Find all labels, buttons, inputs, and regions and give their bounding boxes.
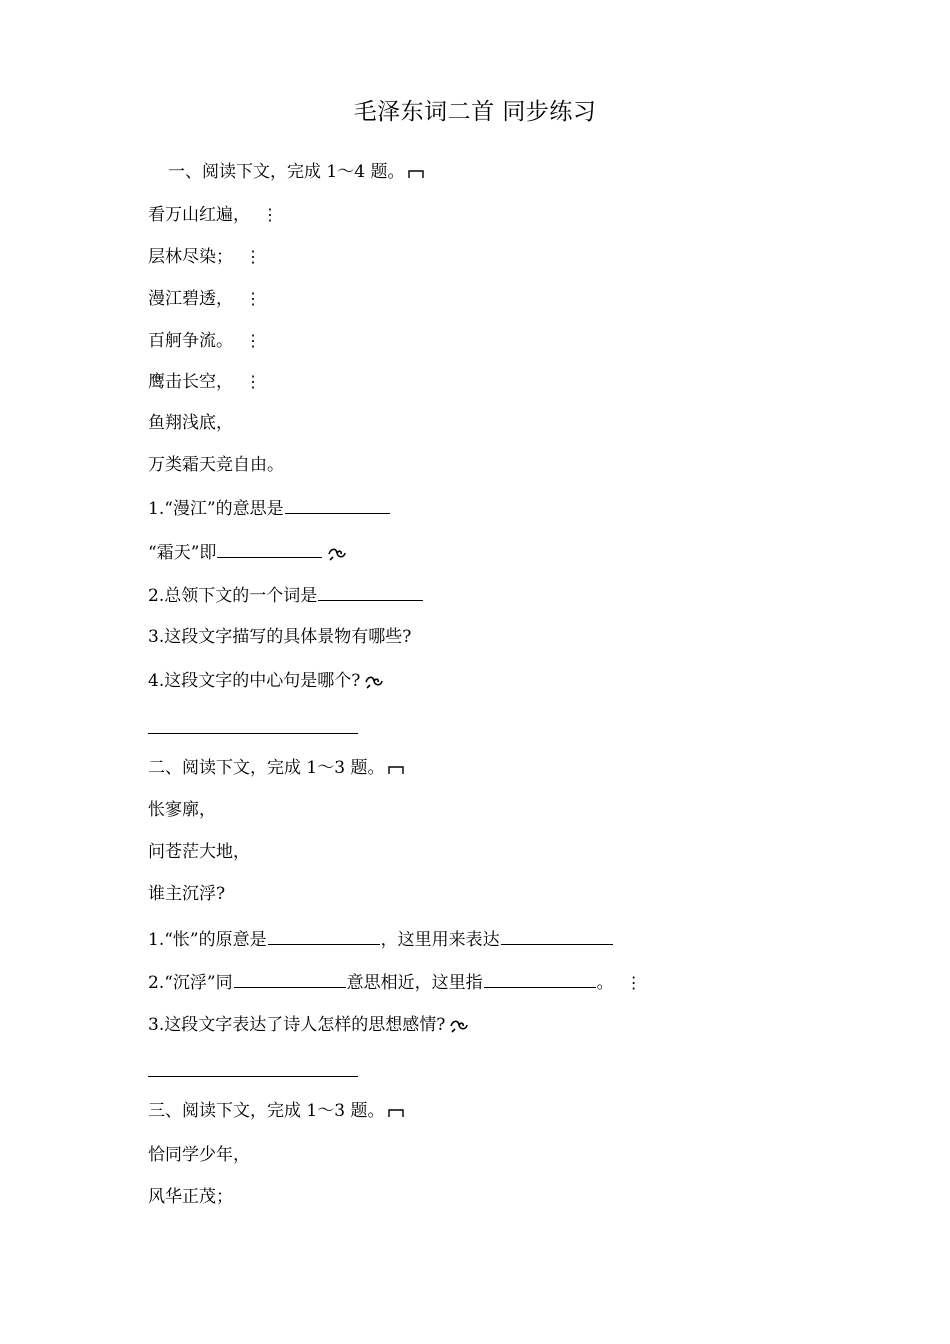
ellipsis-mark-icon: ⋮ <box>245 372 261 391</box>
poem-line: 万类霜天竞自由。 <box>148 455 284 475</box>
section3-heading-text: 三、阅读下文，完成 1～3 题。 <box>148 1101 385 1121</box>
poem-line: 怅寥廓， <box>148 800 216 820</box>
poem-line: 问苍茫大地， <box>148 842 250 862</box>
answer-blank[interactable] <box>234 969 346 988</box>
answer-blank[interactable] <box>484 969 596 988</box>
ellipsis-mark-icon: ⋮ <box>245 331 261 350</box>
answer-blank[interactable] <box>268 926 380 945</box>
question-3: 3.这段文字描写的具体景物有哪些? <box>148 627 412 647</box>
poem-line <box>148 329 261 353</box>
ellipsis-mark-icon: ⋮ <box>245 247 261 266</box>
poem-line <box>148 287 261 311</box>
poem-line-text: 看万山红遍， <box>148 205 250 225</box>
answer-line[interactable] <box>148 1076 358 1077</box>
question-4 <box>148 669 384 693</box>
poem-line: 风华正茂； <box>148 1187 233 1207</box>
poem-line <box>148 370 261 394</box>
question-1a <box>148 495 391 521</box>
question-2 <box>148 582 424 608</box>
question-text: “霜天”即 <box>148 543 217 563</box>
question-text: 1.“怅”的原意是 <box>148 930 267 950</box>
swirl-mark-icon <box>449 1019 469 1033</box>
question-text: 2.总领下文的一个词是 <box>148 586 318 606</box>
question-text: ，这里用来表达 <box>380 930 500 950</box>
poem-line-text: 鹰击长空， <box>148 372 233 392</box>
section1-heading <box>168 160 424 184</box>
question-text: 2.“沉浮”同 <box>148 973 233 993</box>
question-text: 4.这段文字的中心句是哪个? <box>148 671 361 691</box>
poem-line: 谁主沉浮? <box>148 884 226 904</box>
question-3 <box>148 1013 469 1037</box>
question-text: 1.“漫江”的意思是 <box>148 499 284 519</box>
section2-heading <box>148 756 404 780</box>
question-text: 。 <box>596 973 614 993</box>
poem-line: 恰同学少年， <box>148 1145 250 1165</box>
section1-heading-text: 一、阅读下文，完成 1～4 题。 <box>168 162 405 182</box>
paragraph-mark-icon <box>388 1106 404 1118</box>
poem-line-text: 百舸争流。 <box>148 331 233 351</box>
paragraph-mark-icon <box>388 763 404 775</box>
section3-heading <box>148 1099 404 1123</box>
poem-line-text: 层林尽染； <box>148 247 233 267</box>
answer-line[interactable] <box>148 733 358 734</box>
poem-line <box>148 203 278 227</box>
question-text: 意思相近，这里指 <box>346 973 483 993</box>
section2-heading-text: 二、阅读下文，完成 1～3 题。 <box>148 758 385 778</box>
question-2 <box>148 969 642 995</box>
question-text: 3.这段文字表达了诗人怎样的思想感情? <box>148 1015 446 1035</box>
ellipsis-mark-icon: ⋮ <box>245 289 261 308</box>
answer-blank[interactable] <box>217 539 322 558</box>
page-title: 毛泽东词二首 同步练习 <box>353 99 597 125</box>
poem-line: 鱼翔浅底， <box>148 413 233 433</box>
answer-blank[interactable] <box>285 495 390 514</box>
swirl-mark-icon <box>364 675 384 689</box>
swirl-mark-icon <box>327 547 347 561</box>
poem-line-text: 漫江碧透， <box>148 289 233 309</box>
question-1 <box>148 926 614 952</box>
poem-line <box>148 245 261 269</box>
paragraph-mark-icon <box>408 167 424 179</box>
ellipsis-mark-icon: ⋮ <box>625 973 642 992</box>
ellipsis-mark-icon: ⋮ <box>262 205 278 224</box>
question-1b <box>148 539 347 565</box>
answer-blank[interactable] <box>501 926 613 945</box>
answer-blank[interactable] <box>318 582 423 601</box>
